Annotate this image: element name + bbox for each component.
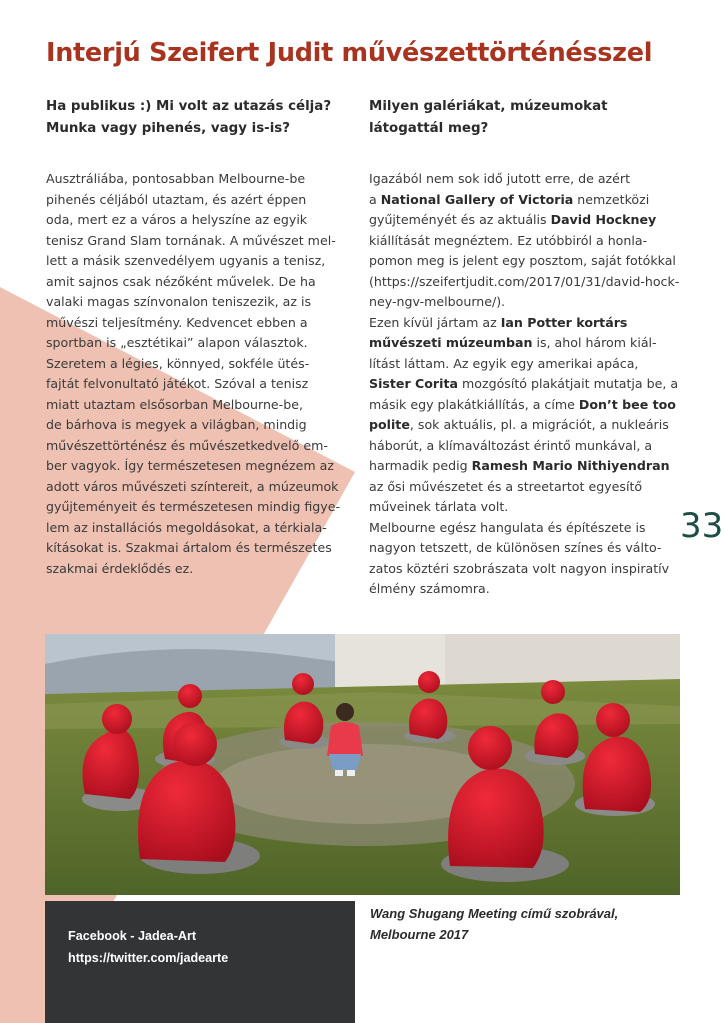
text-run: zatos köztéri szobrászata volt nagyon inspiratív bbox=[369, 560, 670, 576]
text-run: is, ahol három kiál- bbox=[532, 335, 657, 350]
caption-line: Wang Shugang Meeting című szobrával, bbox=[370, 906, 619, 921]
question-line: Milyen galériákat, múzeumokat bbox=[369, 99, 608, 114]
answer-line bbox=[369, 436, 681, 457]
answer-line: Szeretem a légies, könnyed, sokféle ütés- bbox=[46, 355, 310, 371]
text-run: másik egy plakátkiállítás, a címe bbox=[369, 396, 579, 412]
text-run: műveinek tárlata volt. bbox=[369, 499, 509, 514]
caption-line: Melbourne 2017 bbox=[370, 927, 469, 942]
answer-line bbox=[369, 477, 681, 498]
answer-line: de bárhova is megyek a világban, mindig bbox=[46, 417, 307, 432]
right-answer bbox=[369, 169, 681, 600]
left-question bbox=[46, 96, 346, 140]
answer-line: adott város művészeti színtereit, a múzeumok bbox=[46, 478, 339, 494]
text-run: háborút, a klímaváltozást érintő munkával, a bbox=[369, 437, 653, 453]
answer-line bbox=[369, 169, 681, 190]
bold-term: polite bbox=[369, 417, 410, 432]
answer-line: fajtát felvonultató játékot. Szóval a tenisz bbox=[46, 376, 309, 391]
answer-line: lett a másik szenvedélyem ugyanis a tenisz, bbox=[46, 253, 326, 268]
page-number: 33 bbox=[680, 506, 724, 546]
facebook-link[interactable]: Facebook - Jadea-Art bbox=[68, 929, 197, 943]
photo-caption bbox=[370, 903, 618, 945]
answer-line bbox=[369, 374, 681, 395]
left-column bbox=[46, 96, 346, 579]
twitter-link[interactable]: https://twitter.com/jadearte bbox=[68, 951, 229, 965]
answer-line: sportban is „esztétikai” alapon választok. bbox=[46, 335, 308, 350]
answer-line: pihenés céljából utaztam, és azért éppen bbox=[46, 191, 307, 207]
text-run: pomon meg is jelent egy posztom, saját fotókkal bbox=[369, 253, 676, 268]
answer-line: Ausztráliába, pontosabban Melbourne-be bbox=[46, 171, 306, 186]
text-run: az ősi művészetet és a streetartot egyesítő bbox=[369, 478, 643, 494]
answer-line bbox=[369, 190, 681, 211]
question-line: Ha publikus :) Mi volt az utazás célja? bbox=[46, 99, 332, 114]
answer-line: gyűjteményeit és természetesen mindig figye- bbox=[46, 499, 341, 514]
answer-line: oda, mert ez a város a helyszíne az egyik bbox=[46, 212, 308, 227]
answer-line bbox=[369, 395, 681, 416]
answer-line: kításokat is. Szakmai ártalom és természetes bbox=[46, 540, 332, 555]
answer-line bbox=[369, 579, 681, 600]
text-run: kiállítását megnéztem. Ez utóbbiról a honla- bbox=[369, 232, 648, 248]
text-run: a bbox=[369, 191, 381, 207]
answer-line bbox=[369, 272, 681, 293]
text-run: (https://szeifertjudit.com/2017/01/31/david-hock- bbox=[369, 273, 680, 289]
answer-line: tenisz Grand Slam tornának. A művészet mel- bbox=[46, 232, 336, 248]
answer-line bbox=[369, 497, 681, 518]
bold-term: Don’t bee too bbox=[578, 396, 676, 412]
answer-line bbox=[369, 538, 681, 559]
answer-line: művészi teljesítmény. Kedvencet ebben a bbox=[46, 314, 308, 330]
bold-term: Ramesh Mario Nithiyendran bbox=[471, 458, 670, 473]
text-run: Ezen kívül jártam az bbox=[369, 314, 501, 330]
answer-line: lem az installációs megoldásokat, a térkiala- bbox=[46, 519, 327, 535]
contact-box bbox=[45, 901, 355, 1023]
text-run: harmadik pedig bbox=[369, 458, 472, 473]
answer-line bbox=[369, 415, 681, 436]
left-answer bbox=[46, 169, 346, 579]
bold-term: Ian Potter kortárs bbox=[500, 314, 628, 330]
answer-line bbox=[369, 456, 681, 477]
answer-line: miatt utaztam elsősorban Melbourne-be, bbox=[46, 396, 303, 412]
answer-line bbox=[369, 251, 681, 272]
answer-line: szakmai érdeklődés ez. bbox=[46, 560, 194, 576]
text-run: mozgósító plakátjait mutatja be, a bbox=[457, 376, 679, 391]
answer-line bbox=[369, 292, 681, 313]
text-run: élmény számomra. bbox=[369, 581, 490, 596]
answer-line bbox=[369, 559, 681, 580]
bold-term: művészeti múzeumban bbox=[369, 335, 533, 350]
sculpture-photo bbox=[45, 634, 680, 895]
text-run: Melbourne egész hangulata és építészete is bbox=[369, 519, 646, 535]
right-column bbox=[369, 96, 681, 600]
right-question bbox=[369, 96, 681, 140]
bold-term: David Hockney bbox=[550, 212, 657, 227]
answer-line bbox=[369, 354, 681, 375]
text-run: ney-ngv-melbourne/). bbox=[369, 294, 506, 309]
answer-line: amit sajnos csak nézőként művelek. De ha bbox=[46, 273, 316, 289]
answer-line bbox=[369, 231, 681, 252]
answer-line bbox=[369, 518, 681, 539]
answer-line: valaki magas színvonalon teniszezik, az is bbox=[46, 294, 312, 309]
page-title: Interjú Szeifert Judit művészettörténésszel bbox=[46, 38, 653, 68]
answer-line: művészettörténész és művészetkedvelő em- bbox=[46, 437, 328, 453]
text-run: nagyon tetszett, de különösen színes és válto- bbox=[369, 540, 662, 555]
answer-line: ber vagyok. Így természetesen megnézem az bbox=[46, 458, 334, 473]
answer-line bbox=[369, 313, 681, 334]
text-run: Igazából nem sok idő jutott erre, de azért bbox=[369, 171, 631, 186]
text-run: lítást láttam. Az egyik egy amerikai apáca, bbox=[369, 355, 639, 371]
bold-term: National Gallery of Victoria bbox=[380, 191, 574, 207]
question-line: látogattál meg? bbox=[369, 121, 489, 136]
answer-line bbox=[369, 210, 681, 231]
bold-term: Sister Corita bbox=[369, 376, 458, 391]
answer-line bbox=[369, 333, 681, 354]
text-run: , sok aktuális, pl. a migrációt, a nukleáris bbox=[409, 417, 669, 432]
photo-illustration bbox=[45, 634, 680, 895]
question-line: Munka vagy pihenés, vagy is-is? bbox=[46, 121, 291, 136]
text-run: gyűjteményét és az aktuális bbox=[369, 212, 551, 227]
text-run: nemzetközi bbox=[573, 191, 650, 207]
